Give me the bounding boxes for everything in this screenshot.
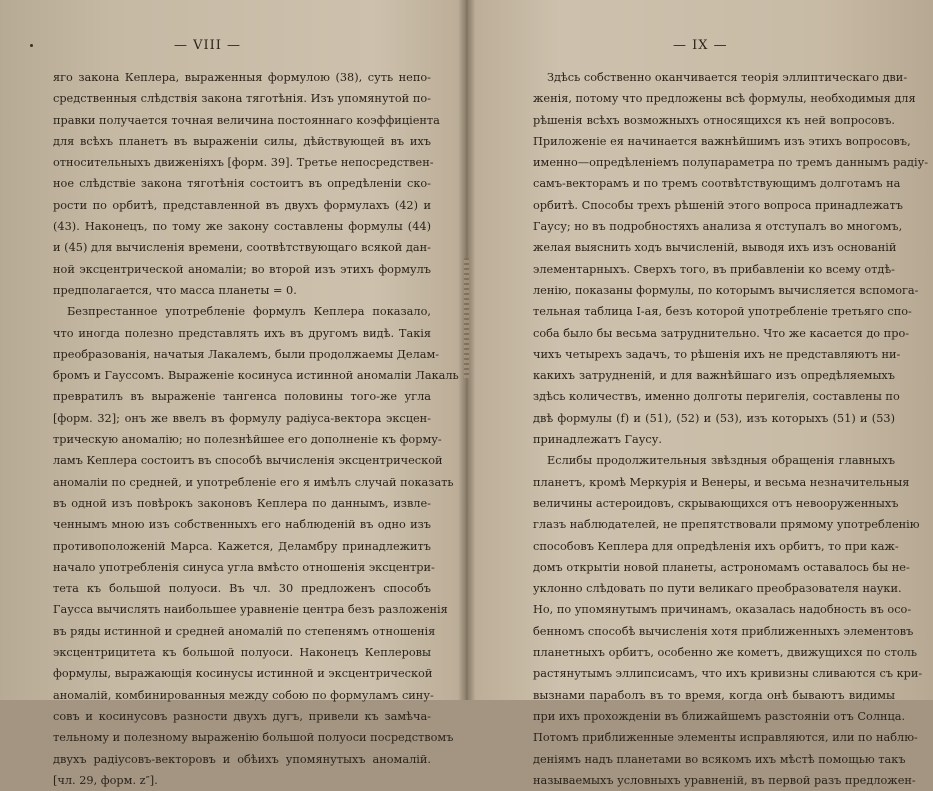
text-line: планетныхъ орбитъ, особенно же кометъ, движущихся по столь	[533, 646, 918, 660]
text-line: яго закона Кеплера, выраженныя формулою (38), суть непо-	[53, 71, 431, 84]
text-line: относительныхъ движеніяхъ [форм. 39]. Третье непосредствен-	[53, 156, 434, 170]
text-line: рости по орбитѣ, представленной въ двухъ формулахъ (42) и	[53, 198, 431, 212]
left-page-text	[53, 67, 459, 791]
text-line: превратилъ въ выраженіе тангенса половины того-же угла	[53, 390, 431, 404]
text-line: преобразованія, начатыя Лакалемъ, были продолжаемы Делам-	[53, 347, 440, 361]
page-number-right: — IX —	[673, 38, 728, 53]
text-line: [чл. 29, форм. z″].	[53, 773, 158, 787]
text-line: элементарныхъ. Сверхъ того, въ прибавленіи ко всему отдѣ-	[533, 262, 895, 276]
text-line: средственныя слѣдствія закона тяготѣнія. Изъ упомянутой по-	[53, 92, 431, 106]
text-line: Гаусу; но въ подробностяхъ анализа я отступалъ во многомъ,	[533, 220, 903, 234]
text-line: домъ открытіи новой планеты, астрономамъ оставалось бы не-	[533, 560, 910, 574]
text-line: способовъ Кеплера для опредѣленія ихъ орбитъ, то при каж-	[533, 539, 899, 553]
text-line: называемыхъ условныхъ уравненій, въ первой разъ предложен-	[533, 773, 916, 787]
text-line: принадлежатъ Гаусу.	[533, 433, 662, 447]
text-line: при ихъ прохожденіи въ ближайшемъ разстояніи отъ Солнца.	[533, 709, 906, 723]
text-line: какихъ затрудненій, и для важнѣйшаго изъ опредѣляемыхъ	[533, 369, 895, 383]
text-line: чихъ четырехъ задачъ, то рѣшенія ихъ не представляютъ ни-	[533, 347, 901, 361]
text-line: ное слѣдствіе закона тяготѣнія состоитъ въ опредѣленіи ско-	[53, 177, 431, 191]
text-line: ченнымъ мною изъ собственныхъ его наблюденій въ одно изъ	[53, 518, 431, 532]
ink-dot	[30, 44, 33, 47]
right-page	[467, 0, 933, 787]
text-line: трическую аномалію; но полезнѣйшее его дополненіе къ форму-	[53, 433, 442, 447]
text-line: ламъ Кеплера состоитъ въ способѣ вычисленія эксцентрической	[53, 454, 443, 468]
text-line: рѣшенія всѣхъ возможныхъ относящихся къ ней вопросовъ.	[533, 113, 895, 127]
text-line: желая выяснить ходъ вычисленій, выводя ихъ изъ основаній	[533, 241, 897, 255]
text-line: Здѣсь собственно оканчивается теорія эллиптическаго дви-	[547, 71, 908, 84]
text-line: именно—опредѣленіемъ полупараметра по тремъ даннымъ радіу-	[533, 156, 929, 170]
text-line: формулы, выражающія косинусы истинной и эксцентрической	[53, 667, 433, 681]
text-line: бромъ и Гауссомъ. Выраженіе косинуса истинной аномаліи Лакаль	[53, 369, 459, 383]
text-line: ной эксцентрической аномаліи; во второй изъ этихъ формулъ	[53, 262, 431, 276]
text-line: двѣ формулы (f) и (51), (52) и (53), изъ которыхъ (51) и (53)	[533, 411, 895, 425]
text-line: растянутымъ эллипсисамъ, что ихъ кривизны сливаются съ кри-	[533, 667, 923, 681]
text-line: двухъ радіусовъ-векторовъ и обѣихъ упомянутыхъ аномалій.	[53, 752, 431, 766]
text-line: величины астероидовъ, скрывающихся отъ невооруженныхъ	[533, 496, 899, 510]
text-line: что иногда полезно представлять ихъ въ другомъ видѣ. Такія	[53, 326, 431, 340]
text-line: тельному и полезному выраженію большой полуоси посредствомъ	[53, 731, 454, 745]
text-line: здѣсь количествъ, именно долготы перигелія, составлены по	[533, 390, 900, 404]
text-line: деніямъ надъ планетами во всякомъ ихъ мѣстѣ помощью такъ	[533, 752, 906, 766]
text-line: правки получается точная величина постояннаго коэффиціента	[53, 113, 440, 127]
text-line: планетъ, кромѣ Меркурія и Венеры, и весьма незначительныя	[533, 475, 910, 489]
text-line: въ ряды истинной и средней аномалій по степенямъ отношенія	[53, 624, 436, 638]
right-page-text	[533, 67, 929, 791]
text-line: уклонно слѣдовать по пути великаго преобразователя науки.	[533, 582, 902, 596]
text-line: въ одной изъ повѣрокъ законовъ Кеплера по даннымъ, извле-	[53, 496, 431, 510]
text-line: Безпрестанное употребленіе формулъ Кеплера показало,	[67, 305, 431, 319]
text-line: самъ-векторамъ и по тремъ соотвѣтствующимъ долготамъ на	[533, 177, 901, 191]
text-line: орбитѣ. Способы трехъ рѣшеній этого вопроса принадлежатъ	[533, 198, 903, 212]
left-page	[0, 0, 466, 787]
text-line: ленію, показаны формулы, по которымъ вычисляется вспомога-	[533, 283, 919, 297]
text-line: вызнами параболъ въ то время, когда онѣ бываютъ видимы	[533, 688, 895, 702]
text-line: совъ и косинусовъ разности двухъ дугъ, привели къ замѣча-	[53, 709, 431, 723]
text-line: аномаліи по средней, и употребленіе его я имѣлъ случай показать	[53, 475, 454, 489]
text-line: противоположеній Марса. Кажется, Деламбру принадлежитъ	[53, 539, 431, 553]
text-line: [форм. 32]; онъ же ввелъ въ формулу радіуса-вектора эксцен-	[53, 411, 431, 425]
text-line: для всѣхъ планетъ въ выраженіи силы, дѣйствующей въ ихъ	[53, 134, 431, 148]
text-line: тельная таблица I-ая, безъ которой употребленіе третьяго спо-	[533, 305, 912, 319]
text-line: аномалій, комбинированныя между собою по формуламъ сину-	[53, 688, 434, 702]
text-line: тета къ большой полуоси. Въ чл. 30 предложенъ способъ	[53, 582, 431, 596]
text-line: (43). Наконецъ, по тому же закону составлены формулы (44)	[53, 220, 431, 234]
text-line: женія, потому что предложены всѣ формулы, необходимыя для	[533, 92, 916, 106]
text-line: соба было бы весьма затруднительно. Что же касается до про-	[533, 326, 910, 340]
text-line: предполагается, что масса планеты = 0.	[53, 283, 297, 297]
text-line: Еслибы продолжительныя звѣздныя обращенія главныхъ	[547, 454, 895, 468]
text-line: глазъ наблюдателей, не препятствовали прямому употребленію	[533, 518, 920, 532]
text-line: Приложеніе ея начинается важнѣйшимъ изъ этихъ вопросовъ,	[533, 134, 911, 148]
text-line: начало употребленія синуса угла вмѣсто отношенія эксцентри-	[53, 560, 435, 574]
text-line: Гаусса вычислять наибольшее уравненіе центра безъ разложенія	[53, 603, 448, 617]
text-line: бенномъ способѣ вычисленія хотя приближенныхъ элементовъ	[533, 624, 914, 638]
page-number-left: — VIII —	[174, 38, 242, 53]
text-line: и (45) для вычисленія времени, соотвѣтствующаго всякой дан-	[53, 241, 431, 255]
text-line: Потомъ приближенные элементы исправляются, или по наблю-	[533, 731, 918, 745]
text-line: эксцентрицитета къ большой полуоси. Наконецъ Кеплеровы	[53, 646, 431, 660]
text-line: Но, по упомянутымъ причинамъ, оказалась надобность въ осо-	[533, 603, 912, 617]
